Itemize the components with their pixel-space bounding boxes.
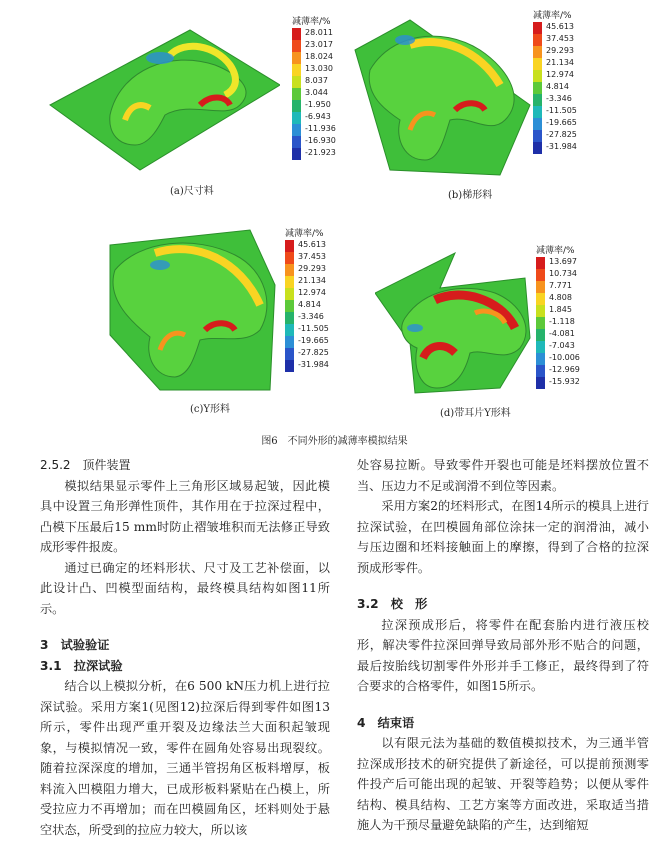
paragraph: 以有限元法为基础的数值模拟技术，为三通半管拉深成形技术的研究提供了新途径，可以提前预测零件投产后可能出现的起皱、开裂等趋势；以便从零件结构、模具结构、工艺方案等方面改进，采取适当措施人为干预尽量避免缺陷的产生，达到缩短	[357, 736, 649, 832]
scale-tick-label: 13.030	[305, 64, 333, 73]
scale-swatch	[285, 276, 294, 288]
scale-swatch	[292, 28, 301, 40]
scale-swatch	[292, 100, 301, 112]
scale-swatch	[285, 240, 294, 252]
left-column	[40, 455, 330, 840]
legend-title: 减薄率/%	[292, 17, 331, 27]
section-4-heading: 4 结束语	[357, 715, 415, 730]
scale-tick-label: 8.037	[305, 76, 328, 85]
scale-tick-label: 1.845	[549, 305, 572, 314]
scale-tick-label: 4.814	[298, 300, 321, 309]
scale-swatch	[536, 281, 545, 293]
scale-swatch	[292, 40, 301, 52]
panel-caption-b: (b)梯形料	[448, 190, 493, 201]
scale-tick-label: 10.734	[549, 269, 577, 278]
scale-swatch	[536, 317, 545, 329]
scale-tick-label: -11.505	[298, 324, 329, 333]
scale-swatch	[533, 46, 542, 58]
color-scale	[285, 240, 294, 372]
simulation-image-d	[375, 248, 545, 398]
paragraph: 结合以上模拟分析，在6 500 kN压力机上进行拉深试验。采用方案1(见图12)拉深后得到零件如图13所示，零件出现严重开裂及边缘法兰大面积起皱现象，与模拟情况一致，零件在圆角处容易出现裂纹。随着拉深深度的增加，三通半管拐角区板料增厚，板料流入凹模阻力增大，已成形板料紧贴在凸模上，所受拉应力不再增加；而在凹模圆角区，坯料则处于悬空状态，所受到的拉应力较大，所以该	[40, 679, 330, 837]
scale-tick-label: 28.011	[305, 28, 333, 37]
scale-tick-label: -27.825	[546, 130, 577, 139]
scale-swatch	[285, 348, 294, 360]
scale-swatch	[536, 257, 545, 269]
scale-tick-label: 21.134	[546, 58, 574, 67]
section-3-2-heading: 3.2 校 形	[357, 597, 428, 611]
scale-tick-label: 4.808	[549, 293, 572, 302]
scale-tick-label: 3.044	[305, 88, 328, 97]
scale-swatch	[285, 264, 294, 276]
legend-title: 减薄率/%	[533, 11, 572, 21]
scale-tick-label: 45.613	[298, 240, 326, 249]
scale-tick-label: -7.043	[549, 341, 575, 350]
scale-tick-label: -31.984	[298, 360, 329, 369]
scale-tick-label: 18.024	[305, 52, 333, 61]
scale-swatch	[533, 94, 542, 106]
scale-tick-label: -15.932	[549, 377, 580, 386]
scale-tick-label: -11.936	[305, 124, 336, 133]
scale-swatch	[285, 288, 294, 300]
paragraph: 处容易拉断。导致零件开裂也可能是坯料摆放位置不当、压边力不足或润滑不到位等因素。	[357, 458, 649, 493]
scale-swatch	[285, 312, 294, 324]
color-scale	[533, 22, 542, 154]
legend-d	[536, 243, 611, 403]
legend-title: 减薄率/%	[285, 229, 324, 239]
figure-caption: 图6 不同外形的减薄率模拟结果	[261, 436, 408, 447]
scale-swatch	[533, 34, 542, 46]
scale-swatch	[285, 324, 294, 336]
scale-swatch	[536, 269, 545, 281]
scale-tick-label: 29.293	[546, 46, 574, 55]
legend-c	[285, 226, 360, 386]
scale-tick-label: -21.923	[305, 148, 336, 157]
scale-swatch	[533, 70, 542, 82]
scale-swatch	[285, 360, 294, 372]
scale-swatch	[292, 64, 301, 76]
paragraph: 拉深预成形后，将零件在配套胎内进行液压校形，解决零件拉深回弹导致局部外形不贴合的问题，最后按胎线切割零件外形并手工修正，最终得到了符合要求的合格零件，如图15所示。	[357, 617, 649, 693]
scale-swatch	[533, 130, 542, 142]
scale-swatch	[533, 22, 542, 34]
scale-tick-label: 23.017	[305, 40, 333, 49]
scale-swatch	[536, 353, 545, 365]
scale-tick-label: -19.665	[546, 118, 577, 127]
legend-b	[533, 8, 608, 168]
simulation-image-b	[350, 10, 550, 180]
paragraph: 通过已确定的坯料形状、尺寸及工艺补偿面，以此设计凸、凹模型面结构，最终模具结构如图11所示。	[40, 560, 330, 616]
figure-panel-b	[350, 10, 550, 180]
scale-tick-label: -3.346	[546, 94, 572, 103]
figure-panel-d	[375, 248, 545, 398]
simulation-image-c	[100, 225, 300, 395]
scale-swatch	[536, 305, 545, 317]
scale-tick-label: -27.825	[298, 348, 329, 357]
scale-tick-label: -31.984	[546, 142, 577, 151]
scale-swatch	[292, 76, 301, 88]
scale-swatch	[533, 106, 542, 118]
scale-swatch	[536, 329, 545, 341]
scale-swatch	[533, 82, 542, 94]
scale-swatch	[285, 300, 294, 312]
scale-tick-label: 29.293	[298, 264, 326, 273]
scale-tick-label: 45.613	[546, 22, 574, 31]
scale-swatch	[285, 336, 294, 348]
scale-swatch	[533, 142, 542, 154]
panel-caption-d: (d)带耳片Y形料	[440, 408, 511, 419]
right-column	[357, 455, 649, 836]
scale-swatch	[536, 341, 545, 353]
panel-caption-c: (c)Y形料	[190, 404, 231, 415]
paragraph: 采用方案2的坯料形式，在图14所示的模具上进行拉深试验，在凹模圆角部位涂抹一定的润滑油，减小与压边圈和坯料接触面上的摩擦，得到了合格的拉深预成形零件。	[357, 499, 649, 575]
scale-swatch	[292, 124, 301, 136]
scale-tick-label: 37.453	[298, 252, 326, 261]
scale-swatch	[292, 88, 301, 100]
scale-swatch	[292, 52, 301, 64]
simulation-image-a	[40, 10, 280, 180]
scale-tick-label: 12.974	[298, 288, 326, 297]
figure-panel-c	[100, 225, 300, 395]
scale-tick-label: -1.118	[549, 317, 575, 326]
scale-tick-label: -3.346	[298, 312, 324, 321]
scale-tick-label: -12.969	[549, 365, 580, 374]
scale-swatch	[292, 148, 301, 160]
scale-swatch	[536, 365, 545, 377]
scale-swatch	[285, 252, 294, 264]
scale-tick-label: -16.930	[305, 136, 336, 145]
scale-tick-label: -11.505	[546, 106, 577, 115]
scale-swatch	[292, 112, 301, 124]
scale-tick-label: 7.771	[549, 281, 572, 290]
scale-tick-label: -6.943	[305, 112, 331, 121]
paragraph: 模拟结果显示零件上三角形区域易起皱，因此模具中设置三角形弹性顶件，其作用在于拉深过程中，凸模下压最后15 mm时防止褶皱堆积而无法修正导致成形零件报废。	[40, 478, 330, 554]
scale-tick-label: 12.974	[546, 70, 574, 79]
scale-swatch	[533, 118, 542, 130]
section-3-heading: 3 试验验证	[40, 638, 110, 652]
scale-swatch	[533, 58, 542, 70]
scale-swatch	[536, 293, 545, 305]
scale-tick-label: 4.814	[546, 82, 569, 91]
color-scale	[536, 257, 545, 389]
scale-tick-label: -1.950	[305, 100, 331, 109]
color-scale	[292, 28, 301, 160]
scale-tick-label: -10.006	[549, 353, 580, 362]
scale-tick-label: -19.665	[298, 336, 329, 345]
scale-tick-label: -4.081	[549, 329, 575, 338]
scale-tick-label: 37.453	[546, 34, 574, 43]
scale-swatch	[292, 136, 301, 148]
section-2-5-2-heading: 2.5.2 顶件装置	[40, 458, 131, 472]
panel-caption-a: (a)尺寸料	[170, 186, 214, 197]
scale-tick-label: 21.134	[298, 276, 326, 285]
section-3-1-heading: 3.1 拉深试验	[40, 658, 123, 673]
scale-swatch	[536, 377, 545, 389]
scale-tick-label: 13.697	[549, 257, 577, 266]
legend-title: 减薄率/%	[536, 246, 575, 256]
